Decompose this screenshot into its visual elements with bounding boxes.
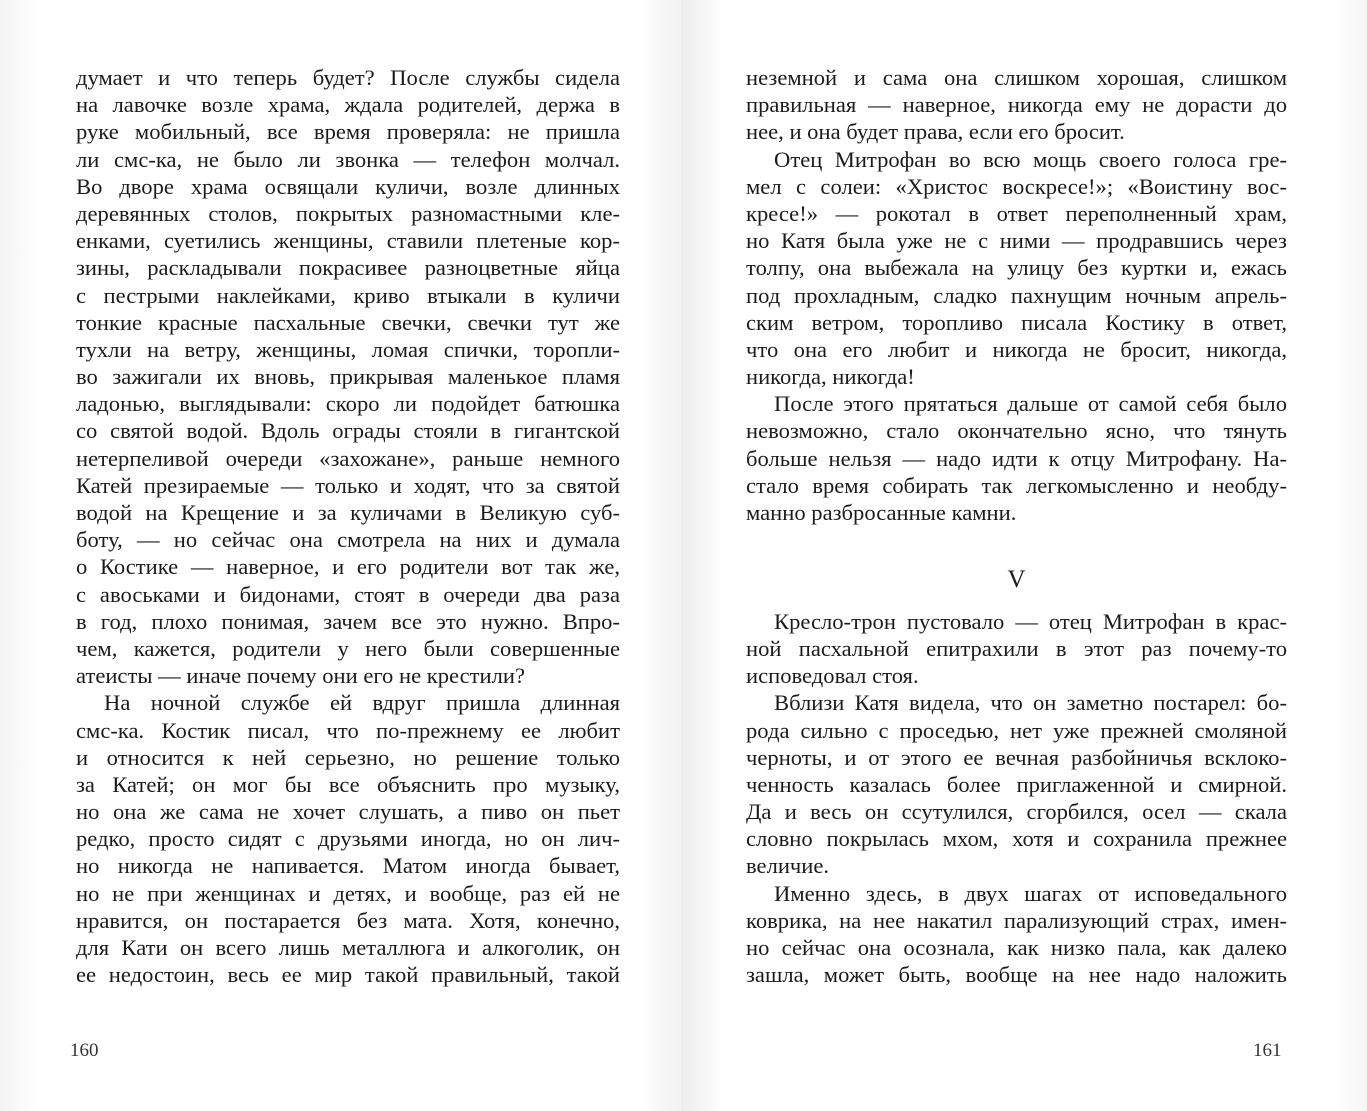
page-number-left: 160 — [70, 1040, 99, 1061]
text-line: нравится, он постарается без мата. Хотя, конечно, — [76, 907, 620, 933]
text-line: но она же сама не хочет слушать, а пиво он пьет — [76, 799, 620, 825]
text-line: тонкие красные пасхальные свечки, свечки тут же — [76, 309, 620, 335]
text-line: ее недостоин, весь ее мир такой правильный, такой — [76, 962, 620, 988]
text-line: Отец Митрофан во всю мощь своего голоса гре- — [774, 146, 1287, 172]
text-line: но Катя была уже не с ними — продравшись через — [746, 228, 1287, 254]
right-page-text — [746, 64, 1287, 988]
text-line: коврика, на нее накатил парализующий страх, имен- — [746, 907, 1287, 933]
text-line: больше нельзя — надо идти к отцу Митрофану. На- — [746, 445, 1287, 471]
text-line: рода сильно с проседью, нет уже прежней смоляной — [746, 717, 1287, 743]
text-line: величие. — [746, 853, 830, 879]
text-line: с авоськами и бидонами, стоят в очереди два раза — [76, 581, 620, 607]
text-line: и относится к ней серьезно, но решение только — [76, 744, 620, 770]
text-line: но сейчас она осознала, как низко пала, как далеко — [746, 935, 1287, 961]
text-line: Во дворе храма освящали куличи, возле длинных — [76, 173, 620, 199]
text-line: ским ветром, торопливо писала Костику в ответ, — [746, 309, 1287, 335]
text-line: что она его любит и никогда не бросит, никогда, — [746, 336, 1287, 362]
text-line: зины, раскладывали покрасивее разноцветные яйца — [76, 255, 620, 281]
text-line: Кресло-трон пустовало — отец Митрофан в крас- — [774, 608, 1287, 634]
text-line: никогда, никогда! — [746, 364, 915, 390]
text-line: ной пасхальной епитрахили в этот раз почему-то — [746, 635, 1287, 661]
text-line: для Кати он всего лишь металлюга и алкоголик, он — [76, 935, 620, 960]
text-line: Вблизи Катя видела, что он заметно постарел: бо- — [774, 690, 1287, 716]
text-line: с пестрыми наклейками, криво втыкали в куличи — [76, 282, 620, 308]
text-line: Катей презираемые — только и ходят, что за святой — [76, 472, 620, 498]
text-line: нетерпеливой очереди «захожане», раньше немного — [76, 445, 620, 471]
text-line: На ночной службе ей вдруг пришла длинная — [104, 690, 620, 716]
text-line: словно покрылась мхом, хотя и сохранила прежнее — [746, 826, 1287, 852]
page-number-right: 161 — [1253, 1040, 1282, 1061]
text-line: ладонью, выглядывали: скоро ли подойдет батюшка — [76, 391, 620, 417]
text-line: манно разбросанные камни. — [746, 500, 1017, 525]
text-line: в год, плохо понимая, зачем все это нужно. Впро- — [76, 608, 620, 634]
text-line: кресе!» — рокотал в ответ переполненный храм, — [746, 200, 1287, 226]
text-line: но никогда не напивается. Матом иногда бывает, — [76, 853, 620, 879]
text-line: правильная — наверное, никогда ему не дорасти до — [746, 92, 1287, 118]
text-line: деревянных столов, покрытых разномастными кле- — [76, 200, 620, 226]
text-line: но не при женщинах и детях, и вообще, раз ей не — [76, 880, 620, 906]
text-line: редко, просто сидят с друзьями иногда, но он лич- — [76, 826, 620, 852]
text-line: под прохладным, сладко пахнущим ночным апрель- — [746, 282, 1287, 308]
text-line: думает и что теперь будет? После службы сидела — [76, 65, 620, 90]
text-line: невозможно, стало окончательно ясно, что тянуть — [746, 418, 1287, 444]
text-line: черноты, и от этого ее вечная разбойничья всклоко- — [746, 744, 1287, 770]
right-page — [684, 0, 1367, 1111]
text-line: со святой водой. Вдоль ограды стояли в гигантской — [76, 418, 620, 444]
text-line: зашла, может быть, вообще на нее надо наложить — [746, 962, 1287, 988]
text-line: боту, — но сейчас она смотрела на них и думала — [76, 527, 620, 553]
text-line: енками, суетились женщины, ставили плетеные кор- — [76, 228, 620, 254]
left-page-text — [76, 64, 620, 988]
text-line: водой на Крещение и за куличами в Великую суб- — [76, 500, 620, 525]
text-line: на лавочке возле храма, ждала родителей, держа в — [76, 92, 620, 118]
chapter-heading: V — [1007, 566, 1026, 594]
text-line: нее, и она будет права, если его бросит. — [746, 119, 1125, 145]
text-line: о Костике — наверное, и его родители вот так же, — [76, 554, 620, 580]
text-line: мел с солеи: «Христос воскресе!»; «Воистину вос- — [746, 173, 1287, 199]
text-line: Именно здесь, в двух шагах от исповедального — [774, 880, 1287, 906]
text-line: чем, кажется, родители у него были совершенные — [76, 635, 620, 661]
text-line: за Катей; он мог бы все объяснить про музыку, — [76, 771, 620, 797]
text-line: ченность казалась более приглаженной и смирной. — [746, 771, 1287, 797]
text-line: После этого прятаться дальше от самой себя было — [774, 391, 1287, 417]
text-line: ли смс-ка, не было ли звонка — телефон молчал. — [76, 146, 620, 172]
text-line: неземной и сама она слишком хорошая, слишком — [746, 65, 1287, 90]
text-line: исповедовал стоя. — [746, 663, 919, 689]
text-line: руке мобильный, все время проверяла: не пришла — [76, 119, 620, 145]
text-line: атеисты — иначе почему они его не крестили? — [76, 663, 526, 689]
text-line: стало время собирать так легкомысленно и необду- — [746, 472, 1287, 498]
text-line: Да и весь он ссутулился, сгорбился, осел — скала — [746, 799, 1287, 825]
text-line: толпу, она выбежала на улицу без куртки и, ежась — [746, 255, 1287, 281]
text-line: во зажигали их вновь, прикрывая маленькое пламя — [76, 364, 620, 390]
text-line: тухли на ветру, женщины, ломая спички, торопли- — [76, 336, 620, 362]
text-line: смс-ка. Костик писал, что по-прежнему ее любит — [76, 717, 620, 743]
